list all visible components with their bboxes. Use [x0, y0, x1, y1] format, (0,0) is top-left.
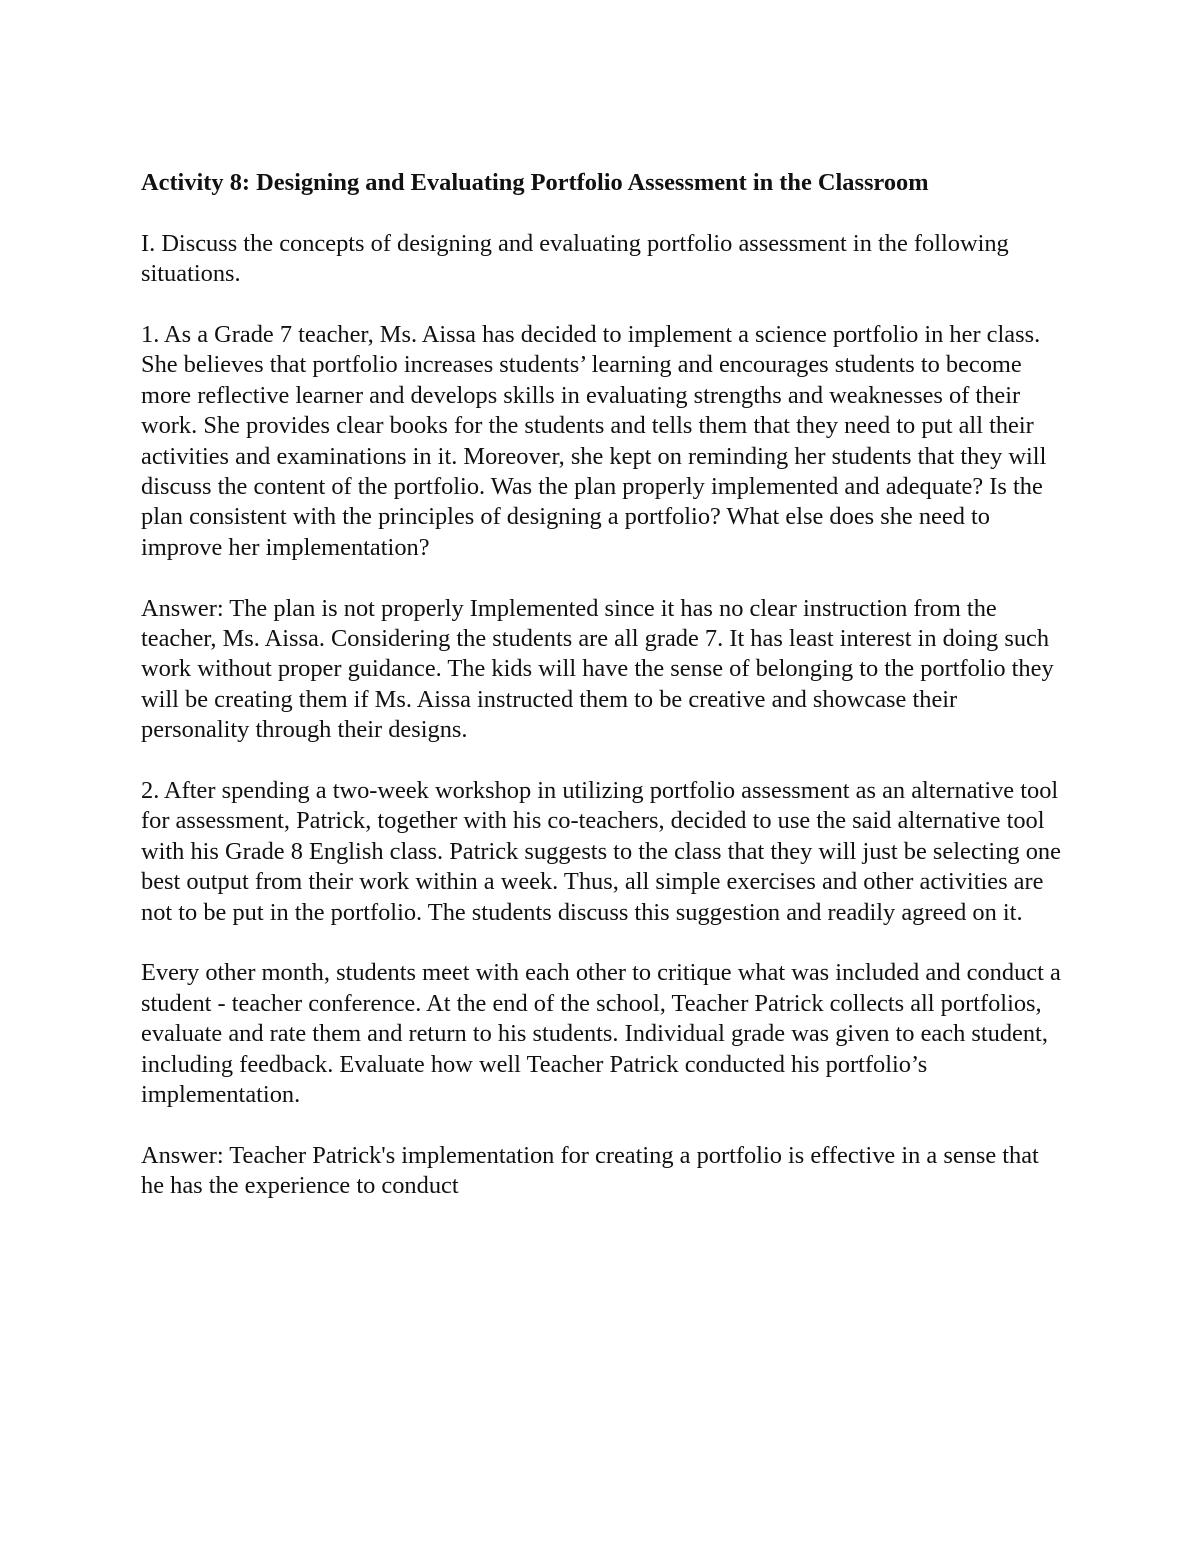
document-body	[141, 168, 1066, 1232]
document-title: Activity 8: Designing and Evaluating Portfolio Assessment in the Classroom	[141, 169, 929, 196]
question-1-paragraph: 1. As a Grade 7 teacher, Ms. Aissa has decided to implement a science portfolio in her class. She believes that portfolio increases students’ learning and encourages students to become more reflective learner and develops skills in evaluating strengths and weaknesses of their work. She provides clear books for the students and tells them that they need to put all their activities and examinations in it. Moreover, she kept on reminding her students that they will discuss the content of the portfolio. Was the plan properly implemented and adequate? Is the plan consistent with the principles of designing a portfolio? What else does she need to improve her implementation?	[141, 321, 1047, 561]
instruction-paragraph: I. Discuss the concepts of designing and evaluating portfolio assessment in the following situations.	[141, 229, 1009, 288]
question-2-paragraph: 2. After spending a two-week workshop in utilizing portfolio assessment as an alternative tool for assessment, Patrick, together with his co-teachers, decided to use the said alternative tool with his Grade 8 English class. Patrick suggests to the class that they will just be selecting one best output from their work within a week. Thus, all simple exercises and other activities are not to be put in the portfolio. The students discuss this suggestion and readily agreed on it.	[141, 777, 1061, 926]
question-2-continuation-paragraph: Every other month, students meet with each other to critique what was included and conduct a student - teacher conference. At the end of the school, Teacher Patrick collects all portfolios, evaluate and rate them and return to his students. Individual grade was given to each student, including feedback. Evaluate how well Teacher Patrick conducted his portfolio’s implementation.	[141, 959, 1061, 1109]
answer-2-paragraph: Answer: Teacher Patrick's implementation for creating a portfolio is effective in a sense that he has the experience to conduct	[141, 1141, 1039, 1200]
answer-1-paragraph: Answer: The plan is not properly Implemented since it has no clear instruction from the teacher, Ms. Aissa. Considering the students are all grade 7. It has least interest in doing such work without proper guidance. The kids will have the sense of belonging to the portfolio they will be creating them if Ms. Aissa instructed them to be creative and showcase their personality through their designs.	[141, 594, 1054, 744]
